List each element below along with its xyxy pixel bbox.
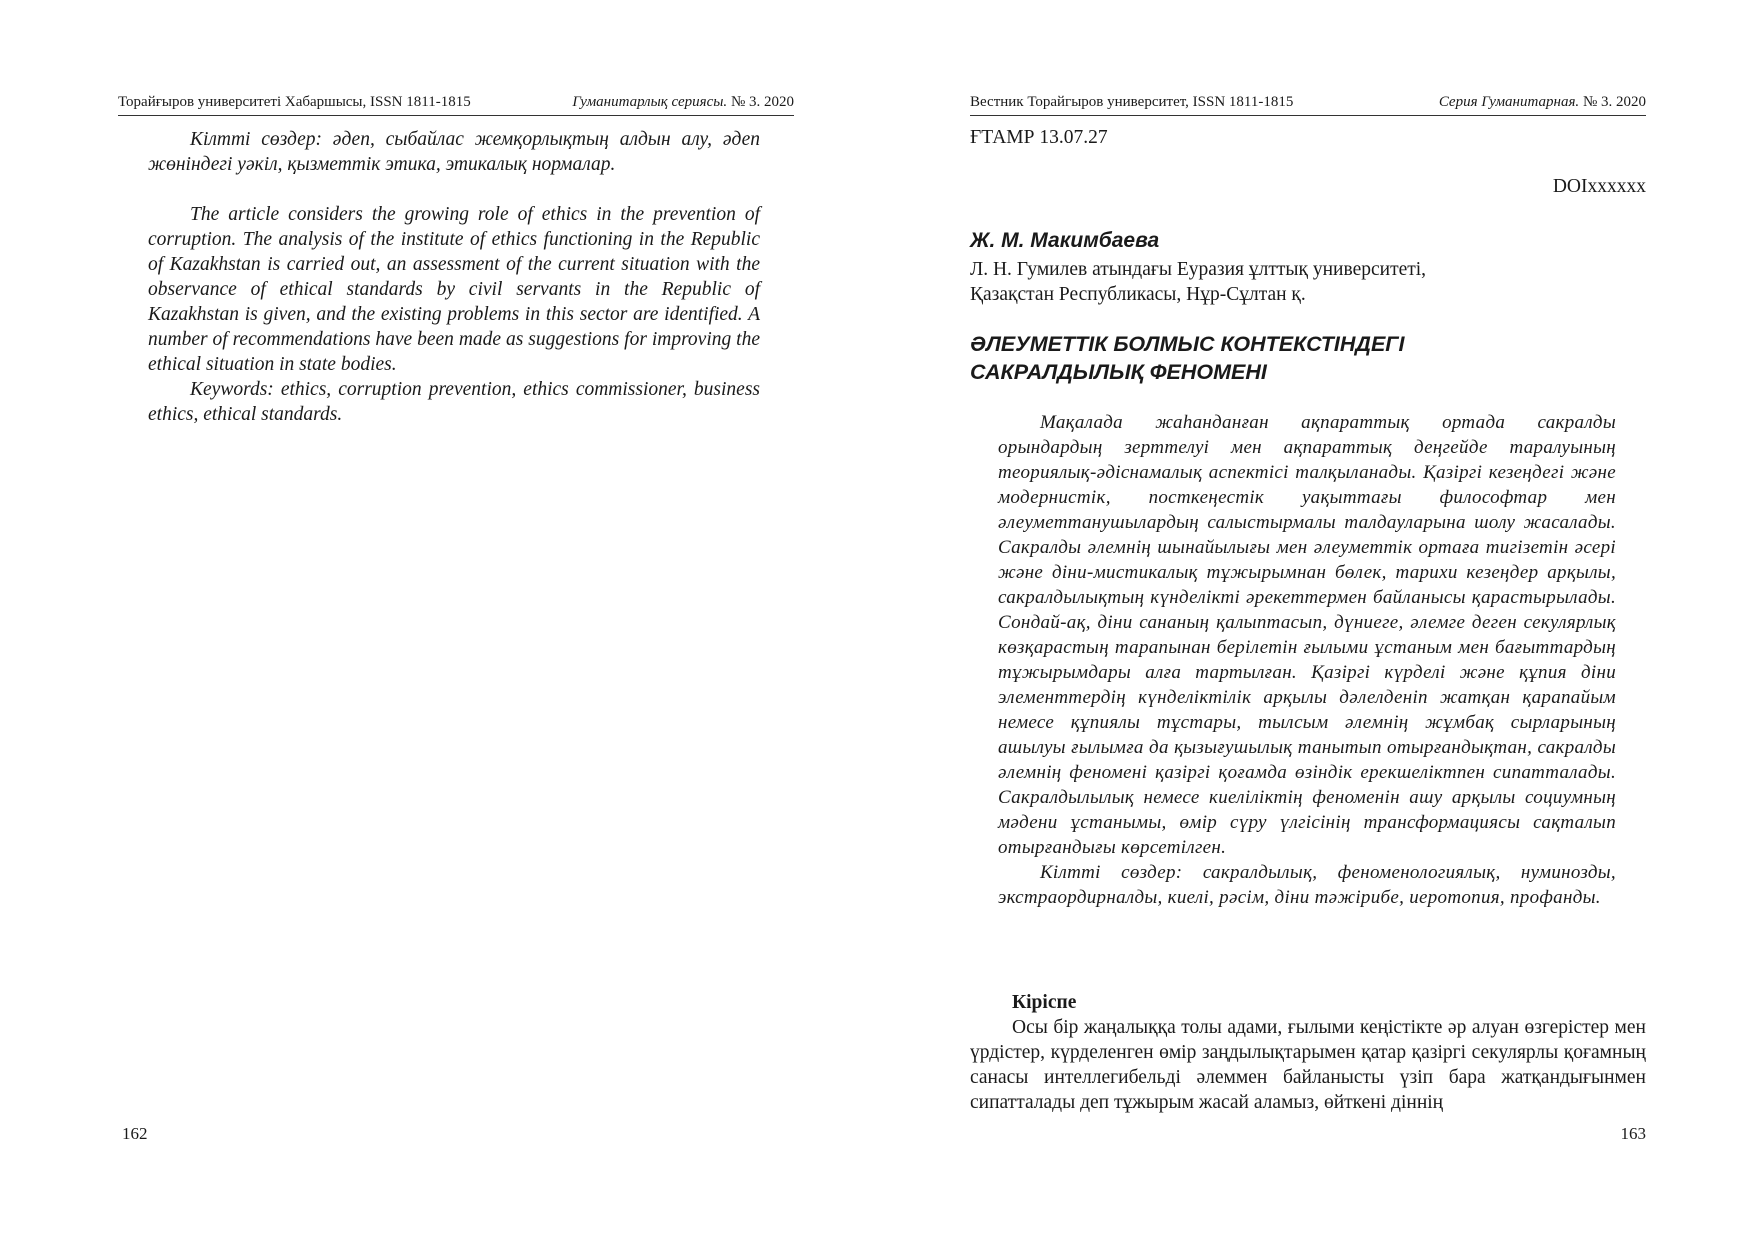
title-line: ӘЛЕУМЕТТІК БОЛМЫС КОНТЕКСТІНДЕГІ xyxy=(970,332,1405,356)
journal-name: Торайғыров университеті Хабаршысы, ISSN 1811-1815 xyxy=(118,94,471,110)
series-name: Серия Гуманитарная. xyxy=(1438,94,1580,110)
title-line: САКРАЛДЫЛЫҚ ФЕНОМЕНІ xyxy=(970,360,1267,384)
series-name: Гуманитарлық сериясы. xyxy=(572,94,728,110)
udc-code: ҒТАМР 13.07.27 xyxy=(970,127,1108,148)
series-info xyxy=(572,93,794,111)
affiliation-line: Қазақстан Республикасы, Нұр-Сұлтан қ. xyxy=(970,284,1306,305)
article-title xyxy=(970,330,1530,386)
author-name: Ж. М. Макимбаева xyxy=(970,229,1160,252)
abstract-text: Мақалада жаһанданған ақпараттық ортада сакралды орындардың зерттелуі мен ақпараттық деңгейде таралуының теориялық-әдіснамалық аспектісі талқыланады. Қазіргі кезеңдегі және модернистік, посткеңестік уақыттағы философтар мен әлеуметтанушылардың салыстырмалы талдауларына шолу жасалады. Сакралды әлемнің шынайылығы мен әлеуметтік ортаға тигізетін әсері және діни-мистикалық тұжырымнан бөлек, тарихи кезеңдер арқылы, сакралдылықтың күнделікті әрекеттермен байланысы қарастырылады. Сондай-ақ, діни сананың қалыптасып, дүниеге, әлемге деген секулярлық көзқарастың тарапынан берілетін ғылыми ұстаным мен бағыттардың тұжырымдары алға тартылған. Қазіргі күрделі және құпия діни элементтердің күнделіктілік арқылы дәлелденіп жатқан қарапайым немесе құпиялы тұстары, тылсым әлемнің жұмбақ сырларының ашылуы ғылымға да қызығушылық танытып отырғандықтан, сакралды әлемнің феномені қазіргі қоғамда өзіндік ерекшеліктпен сипатталады. Сакралдылылық немесе киеліліктің феноменін ашу арқылы социумның мәдени ұстанымы, өмір сүру үлгісінің трансформациясы сақталып отырғандығы көрсетілген. xyxy=(998,412,1616,858)
running-head-right xyxy=(970,93,1646,116)
keywords-kz: Кілтті сөздер: әдеп, сыбайлас жемқорлықтың алдын алу, әдеп жөніндегі уәкіл, қызметтік этика, этикалық нормалар. xyxy=(148,129,760,175)
body-paragraph: Осы бір жаңалыққа толы адами, ғылыми кеңістікте әр алуан өзгерістер мен үрдістер, күрделенген өмір заңдылықтарымен қатар қазіргі секулярлы қоғамның санасы интеллегибельді әлеммен байланысты үзіп бара жатқандығынмен сипатталады деп тұжырым жасай аламыз, өйткені діннің xyxy=(970,1017,1646,1113)
page-number-right: 163 xyxy=(1620,1124,1646,1143)
running-head-left xyxy=(118,93,794,116)
affiliation-line: Л. Н. Гумилев атындағы Еуразия ұлттық университеті, xyxy=(970,259,1427,280)
abstract-en: The article considers the growing role of ethics in the prevention of corruption. The analysis of the institute of ethics functioning in the Republic of Kazakhstan is carried out, an assessment of the current situation with the observance of ethical standards by civil servants in the Republic of Kazakhstan is given, and the existing problems in this sector are identified. A number of recommendations have been made as suggestions for improving the ethical situation in state bodies. xyxy=(148,204,760,375)
section-heading: Кіріспе xyxy=(1012,992,1077,1013)
left-body xyxy=(148,127,760,427)
keywords: Кілтті сөздер: сакралдылық, феноменологиялық, нуминозды, экстраордирналды, киелі, рәсім, діни тәжірибе, иеротопия, профанды. xyxy=(998,862,1616,908)
issue-number: № 3. 2020 xyxy=(1579,94,1646,110)
series-info xyxy=(1439,93,1646,111)
issue-number: № 3. 2020 xyxy=(727,94,794,110)
doi: DOIxxxxxx xyxy=(1552,176,1646,197)
page-number-left: 162 xyxy=(122,1124,148,1143)
affiliation xyxy=(970,257,1426,307)
right-page xyxy=(970,0,1646,1241)
introduction xyxy=(970,990,1646,1115)
journal-name: Вестник Торайгыров университет, ISSN 1811-1815 xyxy=(970,94,1294,110)
keywords-en: Keywords: ethics, corruption prevention, ethics commissioner, business ethics, ethical standards. xyxy=(148,379,760,425)
left-page xyxy=(118,0,794,1241)
abstract xyxy=(998,410,1616,910)
